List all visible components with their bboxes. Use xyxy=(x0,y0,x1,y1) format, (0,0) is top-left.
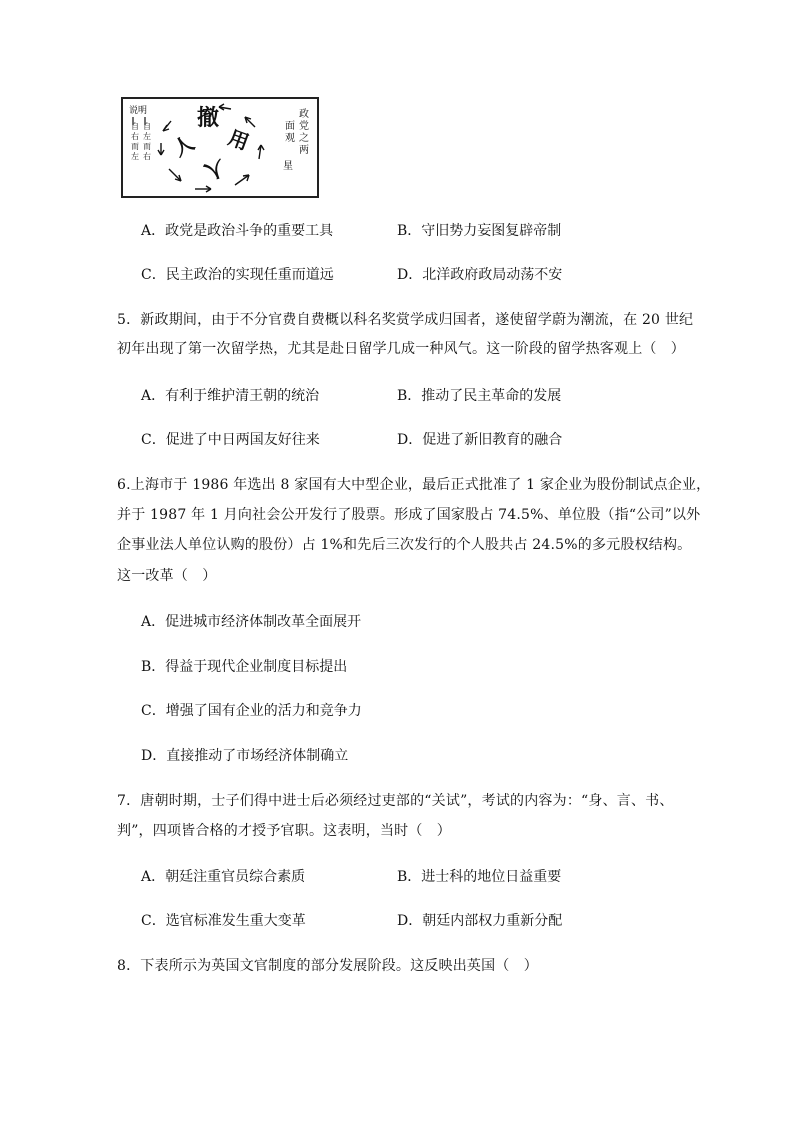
q6-stem-line-4: 这一改革（ ） xyxy=(117,568,217,584)
svg-text:右: 右 xyxy=(143,152,151,161)
svg-text:而: 而 xyxy=(131,142,139,151)
cartoon-drawing xyxy=(123,99,317,196)
q5-option-c[interactable]: C．促进了中日两国友好往来 xyxy=(141,432,320,448)
svg-text:面: 面 xyxy=(285,121,295,132)
svg-text:右: 右 xyxy=(131,132,139,141)
q5-stem-line-2: 初年出现了第一次留学热，尤其是赴日留学几成一种风气。这一阶段的留学热客观上（ ） xyxy=(117,341,685,357)
q5-option-d[interactable]: D．促进了新旧教育的融合 xyxy=(397,432,563,448)
cartoon-left-caption: 说明 xyxy=(129,106,148,116)
q7-option-c[interactable]: C．选官标准发生重大变革 xyxy=(141,913,306,929)
svg-text:两: 两 xyxy=(299,145,309,156)
cartoon-center-glyphs xyxy=(169,105,252,185)
svg-text:而: 而 xyxy=(143,142,151,151)
cartoon-left-text xyxy=(131,121,151,161)
q6-option-b[interactable]: B．得益于现代企业制度目标提出 xyxy=(141,659,348,675)
svg-text:政: 政 xyxy=(299,109,309,120)
q6-stem-line-1: 6.上海市于 1986 年选出 8 家国有大中型企业，最后正式批准了 1 家企业为股份制试点企业， xyxy=(117,477,711,493)
svg-text:撤: 撤 xyxy=(197,105,220,131)
q4-option-a[interactable]: A．政党是政治斗争的重要工具 xyxy=(141,223,334,239)
svg-text:人: 人 xyxy=(168,130,199,162)
svg-text:之: 之 xyxy=(299,133,309,144)
q5-stem-line-1: 5．新政期间，由于不分官费自费概以科名奖赏学成归国者，遂使留学蔚为潮流，在 20 世纪 xyxy=(117,312,694,328)
cartoon-signature: 星 xyxy=(283,161,293,172)
q4-option-c[interactable]: C．民主政治的实现任重而道远 xyxy=(141,267,334,283)
svg-text:自: 自 xyxy=(131,122,139,131)
political-cartoon-image xyxy=(121,97,319,198)
q6-stem-line-3: 企事业法人单位认购的股份）占 1%和先后三次发行的个人股共占 24.5%的多元股权结构。 xyxy=(117,537,692,553)
q7-option-a[interactable]: A．朝廷注重官员综合素质 xyxy=(141,869,306,885)
q5-option-b[interactable]: B．推动了民主革命的发展 xyxy=(397,388,562,404)
cartoon-right-text xyxy=(285,107,309,156)
svg-text:观: 观 xyxy=(285,133,295,144)
q5-option-a[interactable]: A．有利于维护清王朝的统治 xyxy=(141,388,320,404)
q7-option-d[interactable]: D．朝廷内部权力重新分配 xyxy=(397,913,563,929)
q8-stem-line-1: 8．下表所示为英国文官制度的部分发展阶段。这反映出英国（ ） xyxy=(117,958,538,974)
svg-text:人: 人 xyxy=(201,155,229,185)
q7-stem-line-1: 7．唐朝时期，士子们得中进士后必须经过吏部的“关试”，考试的内容为：“身、言、书、 xyxy=(117,793,674,809)
q7-stem-line-2: 判”，四项皆合格的才授予官职。这表明，当时（ ） xyxy=(117,823,451,839)
svg-text:左: 左 xyxy=(131,152,139,161)
svg-text:自: 自 xyxy=(143,122,151,131)
svg-text:用: 用 xyxy=(225,125,253,155)
q6-option-c[interactable]: C．增强了国有企业的活力和竞争力 xyxy=(141,703,362,719)
svg-text:左: 左 xyxy=(143,132,151,141)
svg-text:党: 党 xyxy=(299,121,309,132)
q6-option-a[interactable]: A．促进城市经济体制改革全面展开 xyxy=(141,614,362,630)
q6-stem-line-2: 并于 1987 年 1 月向社会公开发行了股票。形成了国家股占 74.5%、单位股（指“公司”以外 xyxy=(117,507,701,523)
q4-option-b[interactable]: B．守旧势力妄图复辟帝制 xyxy=(397,223,562,239)
q4-option-d[interactable]: D．北洋政府政局动荡不安 xyxy=(397,267,563,283)
q7-option-b[interactable]: B．进士科的地位日益重要 xyxy=(397,869,562,885)
q6-option-d[interactable]: D．直接推动了市场经济体制确立 xyxy=(141,748,349,764)
